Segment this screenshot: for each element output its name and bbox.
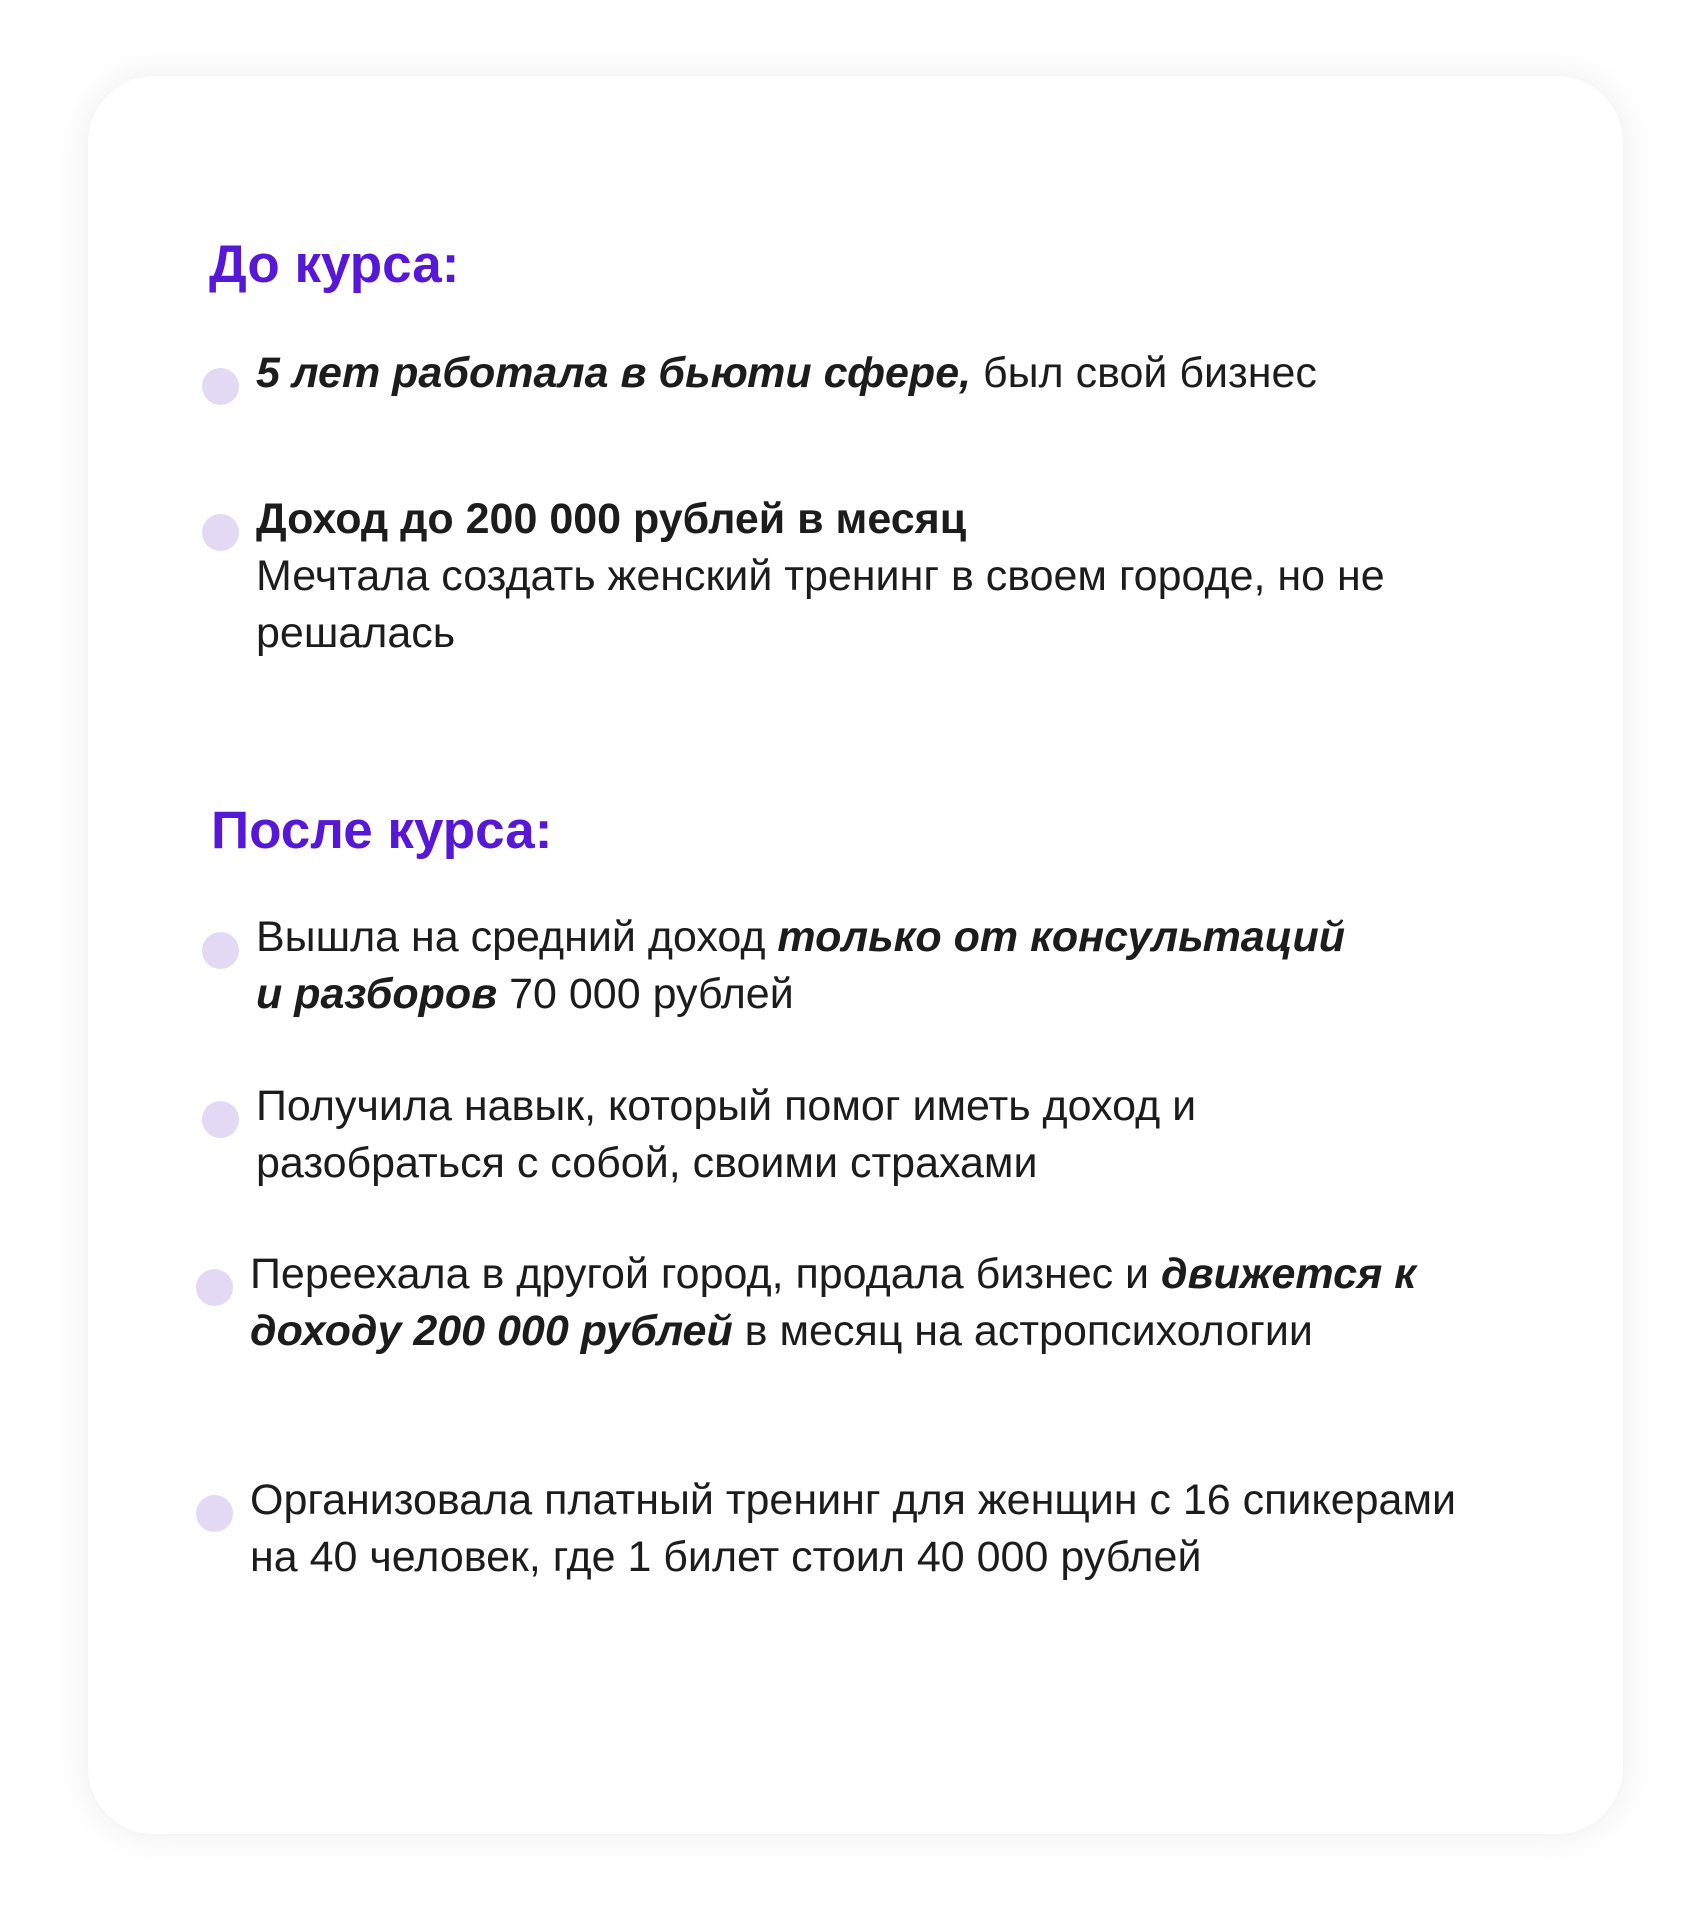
plain-text: Вышла на средний доход bbox=[256, 913, 778, 961]
bullet-dot bbox=[202, 368, 239, 405]
plain-text: 70 000 рублей bbox=[497, 970, 794, 1018]
bullet-dot bbox=[196, 1269, 233, 1306]
highlight-text: 5 лет работала в бьюти сфере, bbox=[256, 349, 972, 397]
plain-text: Переехала в другой город, продала бизнес и bbox=[250, 1250, 1162, 1298]
plain-text: Получила навык, который помог иметь доход и разобраться с собой, своими страхами bbox=[256, 1082, 1197, 1187]
bullet-dot bbox=[196, 1495, 233, 1532]
content-card bbox=[88, 76, 1623, 1834]
plain-text: был свой бизнес bbox=[971, 349, 1317, 397]
highlight-text: только от консультаций и разборов bbox=[256, 913, 1346, 1018]
after-item-1-text bbox=[256, 909, 1356, 1023]
plain-text: в месяц на астропсихологии bbox=[732, 1307, 1313, 1355]
bullet-dot bbox=[202, 514, 239, 551]
after-item-3-text bbox=[250, 1246, 1450, 1360]
bullet-dot bbox=[202, 1101, 239, 1138]
highlight-text: движется к доходу 200 000 рублей bbox=[250, 1250, 1417, 1355]
after-heading: После курса: bbox=[211, 801, 553, 860]
plain-text: Мечтала создать женский тренинг в своем городе, но не решалась bbox=[256, 552, 1385, 657]
plain-text: Организовала платный тренинг для женщин с 16 спикерами на 40 человек, где 1 билет стоил 40 000 рублей bbox=[250, 1476, 1457, 1581]
bullet-dot bbox=[202, 932, 239, 969]
before-item-2-text bbox=[256, 491, 1436, 662]
highlight-text: Доход до 200 000 рублей в месяц bbox=[256, 495, 967, 543]
after-item-4-text bbox=[250, 1472, 1470, 1586]
after-item-2-text bbox=[256, 1078, 1436, 1192]
before-heading: До курса: bbox=[209, 235, 460, 294]
before-item-1-text bbox=[256, 345, 1326, 402]
